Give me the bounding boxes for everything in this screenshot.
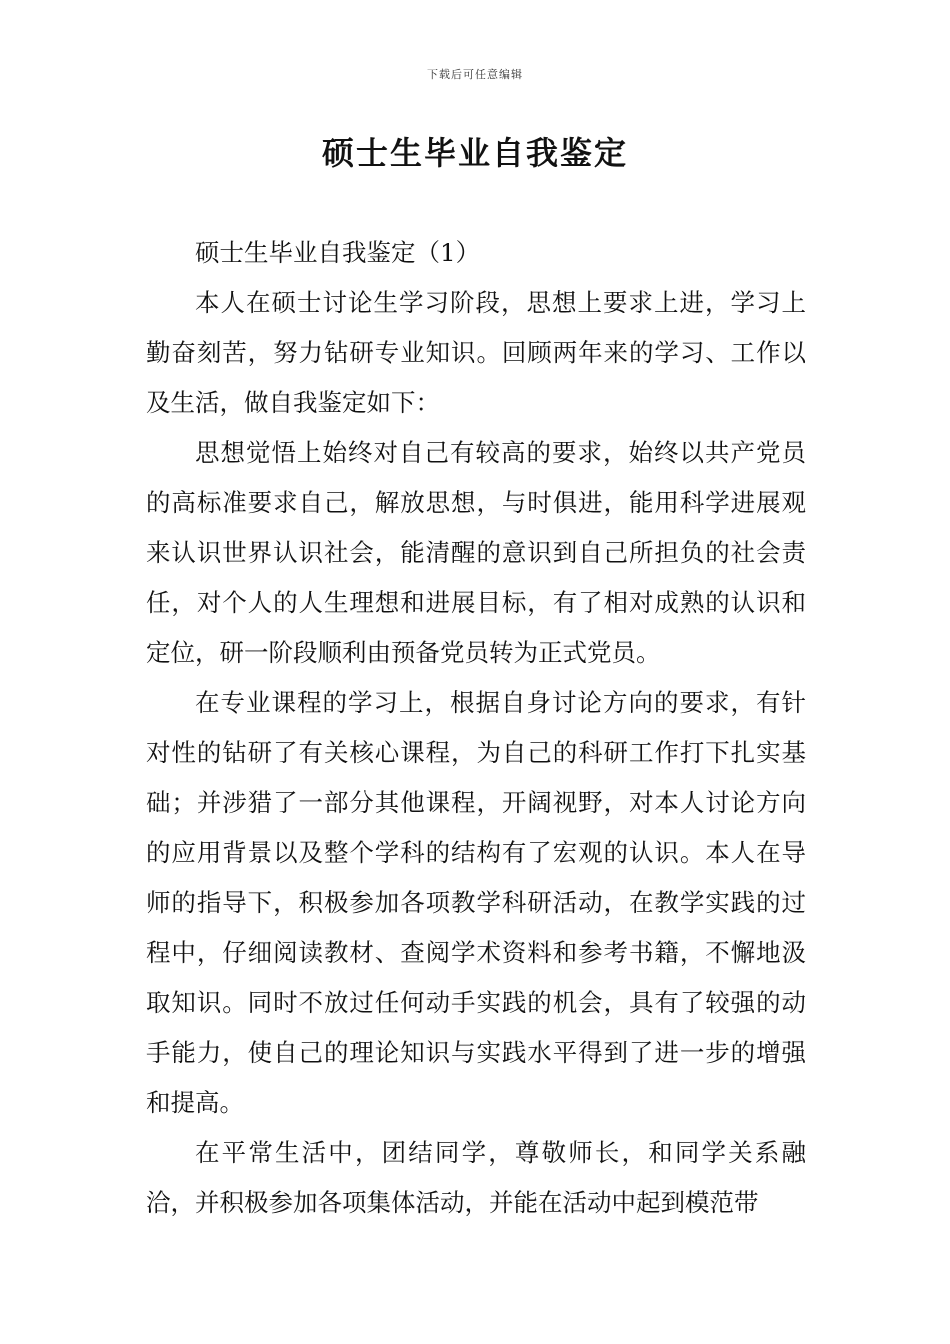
header-note: 下载后可任意编辑 [427,68,523,81]
paragraph-1: 本人在硕士讨论生学习阶段，思想上要求上进，学习上勤奋刻苦，努力钻研专业知识。回顾两年来的学习、工作以及生活，做自我鉴定如下： [146,288,806,417]
document-title: 硕士生毕业自我鉴定 [321,134,628,172]
paragraph-3: 在专业课程的学习上，根据自身讨论方向的要求，有针对性的钻研了有关核心课程，为自己的科研工作打下扎实基础；并涉猎了一部分其他课程，开阔视野，对本人讨论方向的应用背景以及整个学科的结构有了宏观的认识。本人在导师的指导下，积极参加各项教学科研活动，在教学实践的过程中，仔细阅读教材、查阅学术资料和参考书籍，不懈地汲取知识。同时不放过任何动手实践的机会，具有了较强的动手能力，使自己的理论知识与实践水平得到了进一步的增强和提高。 [146,688,806,1117]
paragraph-4: 在平常生活中，团结同学，尊敬师长，和同学关系融洽，并积极参加各项集体活动，并能在活动中起到模范带 [146,1138,806,1217]
section-subheading: 硕士生毕业自我鉴定（1） [195,238,481,267]
paragraph-2: 思想觉悟上始终对自己有较高的要求，始终以共产党员的高标准要求自己，解放思想，与时俱进，能用科学进展观来认识世界认识社会，能清醒的意识到自己所担负的社会责任，对个人的人生理想和进展目标，有了相对成熟的认识和定位，研一阶段顺利由预备党员转为正式党员。 [146,438,806,667]
document-body [146,228,806,1228]
